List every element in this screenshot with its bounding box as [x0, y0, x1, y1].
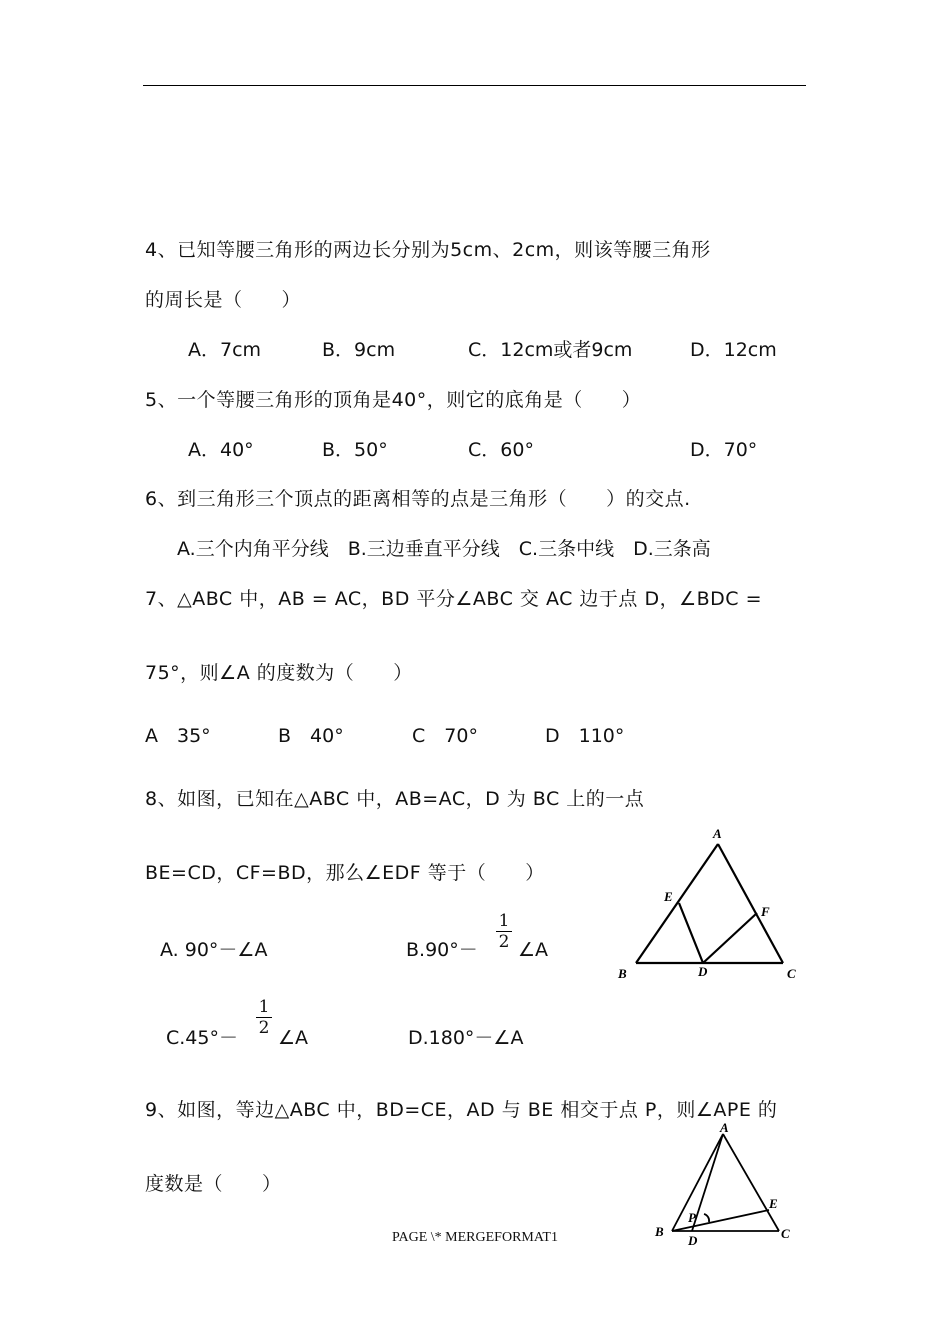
- label-a: A: [720, 1120, 729, 1135]
- q5-stem: 5、一个等腰三角形的顶角是40°，则它的底角是（ ）: [145, 389, 642, 411]
- label-a: A: [713, 826, 722, 841]
- q9-triangle-figure: [652, 1118, 802, 1248]
- q7-option-c: C 70°: [412, 725, 478, 747]
- label-c: C: [787, 966, 796, 981]
- q8-stem-line2: BE=CD，CF=BD，那么∠EDF 等于（ ）: [145, 862, 545, 884]
- q4-option-b: B．9cm: [322, 339, 396, 361]
- q7-stem-line1: 7、△ABC 中，AB = AC，BD 平分∠ABC 交 AC 边于点 D，∠BDC =: [145, 588, 763, 610]
- q5-option-d: D．70°: [690, 439, 758, 461]
- side-ab: [636, 844, 718, 963]
- label-e: E: [769, 1196, 778, 1211]
- q7-option-d: D 110°: [545, 725, 625, 747]
- q8-option-a: A. 90°－∠A: [160, 939, 268, 961]
- q6-stem: 6、到三角形三个顶点的距离相等的点是三角形（ ）的交点.: [145, 488, 691, 510]
- q7-stem-line2: 75°，则∠A 的度数为（ ）: [145, 662, 413, 684]
- label-c: C: [781, 1226, 790, 1241]
- q9-stem-line1: 9、如图，等边△ABC 中，BD=CE，AD 与 BE 相交于点 P，则∠APE 的: [145, 1099, 778, 1121]
- q7-option-b: B 40°: [278, 725, 344, 747]
- q5-option-b: B．50°: [322, 439, 388, 461]
- q8-option-b-suffix: ∠A: [518, 939, 549, 961]
- label-d: D: [688, 1233, 698, 1248]
- fraction-numerator: 1: [258, 997, 270, 1017]
- q4-stem-line2: 的周长是（ ）: [145, 289, 302, 311]
- side-ac: [723, 1134, 779, 1231]
- q8-option-c-suffix: ∠A: [278, 1027, 309, 1049]
- q8-option-d: D.180°－∠A: [408, 1027, 524, 1049]
- label-e: E: [664, 889, 673, 904]
- side-ac: [718, 844, 783, 963]
- q8-option-c-fraction: [256, 998, 272, 1037]
- q8-stem-line1: 8、如图，已知在△ABC 中，AB=AC，D 为 BC 上的一点: [145, 788, 645, 810]
- label-p: P: [688, 1210, 696, 1225]
- label-f: F: [761, 904, 770, 919]
- q6-options: A.三个内角平分线 B.三边垂直平分线 C.三条中线 D.三条高: [177, 538, 711, 560]
- segment-fd: [703, 913, 757, 963]
- q8-option-b-fraction: [496, 912, 512, 951]
- label-d: D: [698, 964, 708, 979]
- fraction-denominator: 2: [498, 932, 510, 952]
- q7-option-a: A 35°: [145, 725, 211, 747]
- header-rule: [143, 85, 806, 86]
- fraction-numerator: 1: [498, 911, 510, 931]
- label-b: B: [618, 966, 627, 981]
- q4-option-a: A．7cm: [188, 339, 262, 361]
- q4-option-c: C．12cm或者9cm: [468, 339, 633, 361]
- q5-option-a: A．40°: [188, 439, 254, 461]
- segment-ed: [679, 903, 703, 963]
- page-footer: PAGE \* MERGEFORMAT1: [392, 1230, 558, 1245]
- angle-ape-arc: [704, 1214, 709, 1222]
- q5-option-c: C．60°: [468, 439, 534, 461]
- q8-triangle-figure: [612, 822, 808, 984]
- q9-stem-line2: 度数是（ ）: [145, 1173, 282, 1195]
- fraction-denominator: 2: [258, 1018, 270, 1038]
- q8-option-c-prefix: C.45°－: [166, 1027, 238, 1049]
- q8-option-b-prefix: B.90°－: [406, 939, 478, 961]
- q4-stem-line1: 4、已知等腰三角形的两边长分别为5cm、2cm，则该等腰三角形: [145, 239, 711, 261]
- q4-option-d: D．12cm: [690, 339, 777, 361]
- segment-be: [672, 1210, 769, 1231]
- label-b: B: [655, 1224, 664, 1239]
